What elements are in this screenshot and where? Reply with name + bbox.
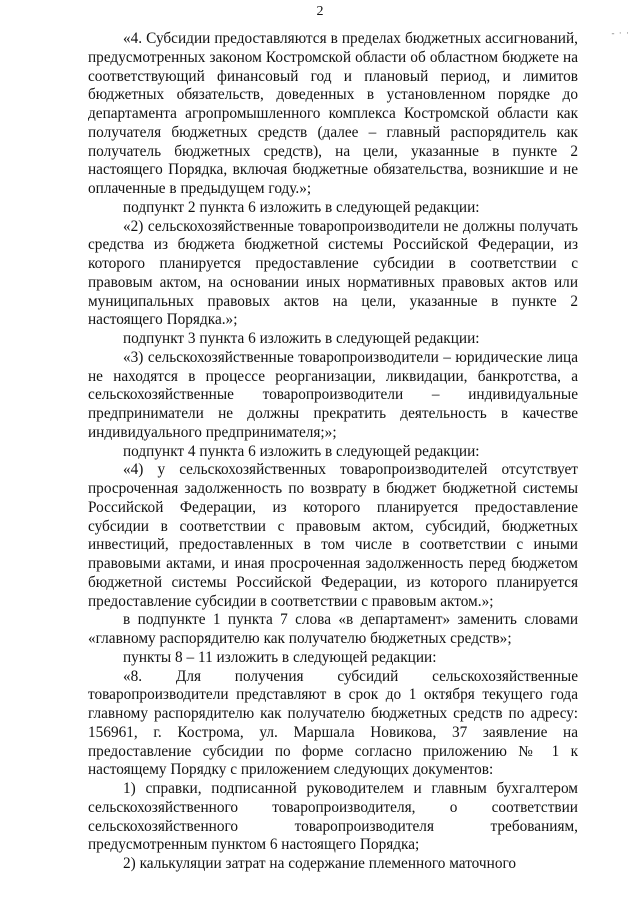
paragraph-subparagraph-3-text: «3) сельскохозяйственные товаропроизводители – юридические лица не находятся в процессе реорганизации, ликвидации, банкротства, а сельскохозяйственные товаропроизводители – индивидуальные предприниматели не должны прекратить деятельность в качестве индивидуального предпринимателя;»; [88,348,578,441]
paragraph-amend-subparagraph-2: подпункт 2 пункта 6 изложить в следующей редакции: [123,198,480,216]
scan-corner-mark: - · · [611,28,630,38]
paragraph-amend-subparagraph-3: подпункт 3 пункта 6 изложить в следующей редакции: [123,330,480,347]
paragraph-amend-point-7: в подпункте 1 пункта 7 слова «в департамент» заменить словами «главному распорядителю как получателю бюджетных средств»; [88,611,578,647]
paragraph-subparagraph-2-text: «2) сельскохозяйственные товаропроизводители не должны получать средства из бюджета бюджетной системы Российской Федерации, из которого планируется предоставление субсидии в соответствии с правовым актом, на основании иных нормативных правовых актов или муниципальных правовых актов на цели, указанные в пункте 2 настоящего Порядка.»; [88,217,578,329]
paragraph-amend-subparagraph-4: подпункт 4 пункта 6 изложить в следующей редакции: [123,442,480,460]
page-number: 2 [316,4,324,19]
document-body [88,30,578,874]
paragraph-point-8-text: «8. Для получения субсидий сельскохозяйственные товаропроизводители представляют в срок до 1 октября текущего года главному распорядителю как получателю бюджетных средств по адресу: 156961, г. Кострома, ул. Маршала Новикова, 37 заявление на предоставление субсидии по форме согласно приложению № 1 к настоящему Порядку с приложением следующих документов: [88,667,578,779]
paragraph-document-item-2: 2) калькуляции затрат на содержание племенного маточного [123,855,517,872]
paragraph-subparagraph-4-text: «4) у сельскохозяйственных товаропроизводителей отсутствует просроченная задолженность по возврату в бюджет бюджетной системы Российской Федерации, из которого планируется предоставление субсидии в соответствии с правовым актом, субсидий, бюджетных инвестиций, предоставленных в том числе в соответствии с иными правовыми актами, и иная просроченная задолженность перед бюджетом бюджетной системы Российской Федерации, из которого планируется предоставление субсидии в соответствии с правовым актом.»; [88,461,578,610]
paragraph-amend-points-8-11: пункты 8 – 11 изложить в следующей редакции: [123,648,437,666]
paragraph-subsidy-limits: «4. Субсидии предоставляются в пределах бюджетных ассигнований, предусмотренных законом Костромской области об областном бюджете на соответствующий финансовый год и плановый период, и лимитов бюджетных обязательств, доведенных в установленном порядке до департамента агропромышленного комплекса Костромской области как получателя бюджетных средств (далее – главный распорядитель как получатель бюджетных средств), на цели, указанные в пункте 2 настоящего Порядка, включая бюджетные обязательства, возникшие и не оплаченные в предыдущем году.»; [88,30,578,197]
paragraph-document-item-1: 1) справки, подписанной руководителем и главным бухгалтером сельскохозяйственного товаропроизводителя, о соответствии сельскохозяйственного товаропроизводителя требованиям, предусмотренным пунктом 6 настоящего Порядка; [88,780,578,854]
